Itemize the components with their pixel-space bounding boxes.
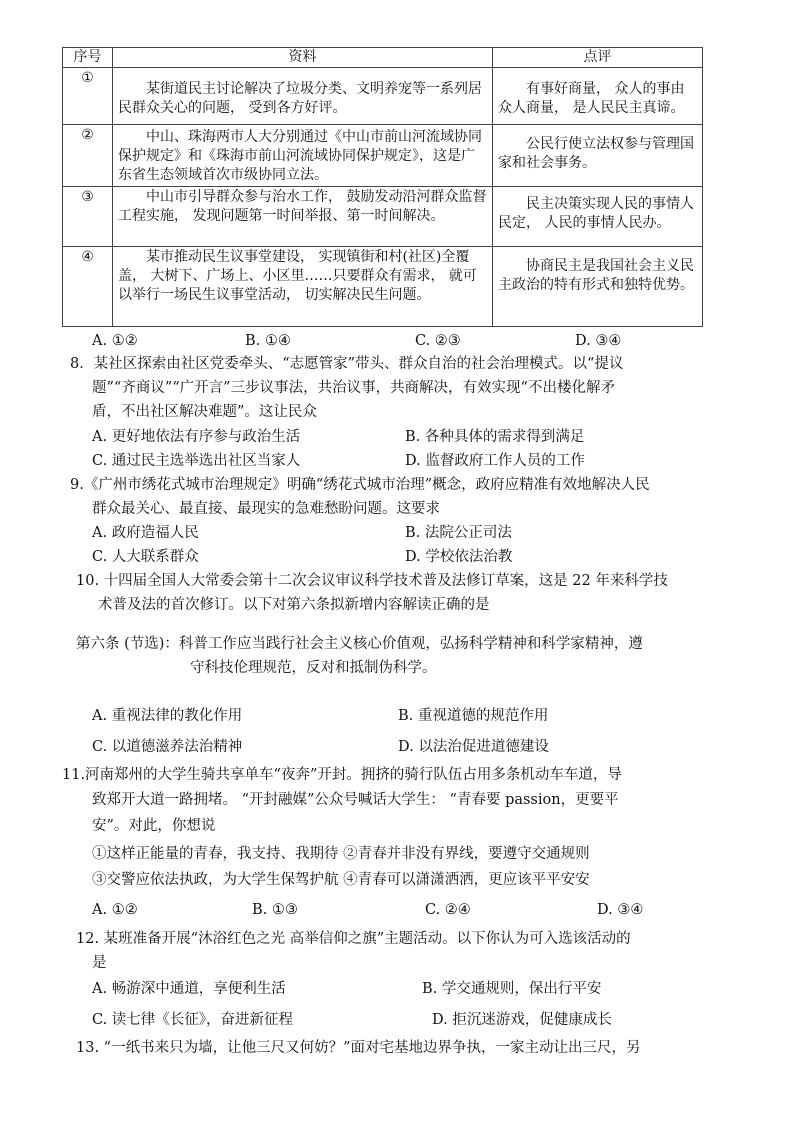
q11-option-c[interactable]: C. ②④ bbox=[425, 902, 471, 918]
q10-quote-line: 第六条 (节选)：科普工作应当践行社会主义核心价值观，弘扬科学精神和科学家精神，遵 bbox=[76, 636, 643, 652]
q11-stem-line: 11.河南郑州的大学生骑共享单车“夜奔”开封。拥挤的骑行队伍占用多条机动车车道，导 bbox=[62, 767, 622, 783]
q12-option-d[interactable]: D. 拒沉迷游戏，促健康成长 bbox=[432, 1012, 612, 1028]
q8-option-a[interactable]: A. 更好地依法有序参与政治生活 bbox=[92, 429, 301, 445]
row-comment: 有事好商量， 众人的事由众人商量， 是人民民主真谛。 bbox=[493, 68, 703, 125]
q11-option-b[interactable]: B. ①③ bbox=[252, 902, 298, 918]
header-index: 序号 bbox=[63, 48, 113, 68]
q9-option-a[interactable]: A. 政府造福人民 bbox=[92, 525, 199, 541]
q8-option-d[interactable]: D. 监督政府工作人员的工作 bbox=[405, 453, 585, 469]
q7-option-c[interactable]: C. ②③ bbox=[415, 333, 461, 349]
q13-stem-line: 13. “一纸书来只为墙，让他三尺又何妨？”面对宅基地边界争执，一家主动让出三尺，另 bbox=[76, 1040, 641, 1056]
table-row bbox=[63, 247, 703, 327]
row-number: ③ bbox=[63, 187, 113, 247]
q8-stem-line: 8．某社区探索由社区党委牵头、“志愿管家”带头、群众自治的社会治理模式。以“提议 bbox=[70, 356, 624, 372]
q12-option-a[interactable]: A. 畅游深中通道，享便利生活 bbox=[92, 981, 286, 997]
q11-stem-line: 致郑开大道一路拥堵。 “开封融媒”公众号喊话大学生： “青春要 passion，更要平 bbox=[92, 792, 619, 808]
row-number: ② bbox=[63, 125, 113, 187]
row-material: 中山、珠海两市人大分别通过《中山市前山河流域协同保护规定》和《珠海市前山河流域协同保护规定》，这是广东省生态领域首次市级协同立法。 bbox=[113, 125, 493, 187]
q10-option-a[interactable]: A. 重视法律的教化作用 bbox=[92, 708, 243, 724]
q9-stem-line: 群众最关心、最直接、最现实的急难愁盼问题。这要求 bbox=[92, 501, 440, 517]
q11-statement-line: ①这样正能量的青春，我支持、我期待 ②青春并非没有界线，要遵守交通规则 bbox=[92, 846, 590, 862]
q7-option-b[interactable]: B. ①④ bbox=[245, 333, 291, 349]
row-material: 中山市引导群众参与治水工作， 鼓励发动沿河群众监督工程实施， 发现问题第一时间举报、第一时间解决。 bbox=[113, 187, 493, 247]
q12-stem-line: 12. 某班准备开展“沐浴红色之光 高举信仰之旗”主题活动。以下你认为可入选该活动的 bbox=[76, 931, 631, 947]
table-header-row bbox=[63, 48, 703, 68]
header-comment: 点评 bbox=[493, 48, 703, 68]
q10-quote-line: 守科技伦理规范，反对和抵制伪科学。 bbox=[190, 660, 437, 676]
q9-option-c[interactable]: C. 人大联系群众 bbox=[92, 549, 199, 565]
comparison-table bbox=[62, 47, 703, 327]
q11-statement-line: ③交警应依法执政，为大学生保驾护航 ④青春可以潇潇洒洒，更应该平平安安 bbox=[92, 872, 590, 888]
q10-option-c[interactable]: C. 以道德滋养法治精神 bbox=[92, 739, 243, 755]
q11-option-a[interactable]: A. ①② bbox=[92, 902, 138, 918]
q9-option-d[interactable]: D. 学校依法治教 bbox=[405, 549, 513, 565]
row-number: ① bbox=[63, 68, 113, 125]
q12-stem-line: 是 bbox=[92, 955, 107, 971]
q10-stem-line: 10. 十四届全国人大常委会第十二次会议审议科学技术普及法修订草案，这是 22 年来科学技 bbox=[76, 573, 668, 589]
header-material: 资料 bbox=[113, 48, 493, 68]
q10-option-d[interactable]: D. 以法治促进道德建设 bbox=[398, 739, 549, 755]
q9-stem-line: 9.《广州市绣花式城市治理规定》明确“绣花式城市治理”概念，政府应精准有效地解决人民 bbox=[70, 477, 650, 493]
q8-option-b[interactable]: B. 各种具体的需求得到满足 bbox=[405, 429, 585, 445]
table-row bbox=[63, 187, 703, 247]
q8-stem-line: 题”“齐商议”“广开言”三步议事法，共治议事，共商解决，有效实现“不出楼化解矛 bbox=[92, 380, 615, 396]
q11-option-d[interactable]: D. ③④ bbox=[597, 902, 644, 918]
q7-option-a[interactable]: A. ①② bbox=[92, 333, 138, 349]
row-material: 某市推动民生议事堂建设， 实现镇街和村(社区)全覆盖， 大树下、广场上、小区里……只要群众有需求， 就可以举行一场民生议事堂活动， 切实解决民生问题。 bbox=[113, 247, 493, 327]
q11-stem-line: 安”。对此，你想说 bbox=[92, 818, 216, 834]
row-material: 某街道民主讨论解决了垃圾分类、文明养宠等一系列居民群众关心的问题， 受到各方好评。 bbox=[113, 68, 493, 125]
q12-option-b[interactable]: B. 学交通规则，保出行平安 bbox=[422, 981, 602, 997]
q12-option-c[interactable]: C. 读七律《长征》，奋进新征程 bbox=[92, 1012, 294, 1028]
row-comment: 协商民主是我国社会主义民主政治的特有形式和独特优势。 bbox=[493, 247, 703, 327]
q8-option-c[interactable]: C. 通过民主选举选出社区当家人 bbox=[92, 453, 301, 469]
q7-option-d[interactable]: D. ③④ bbox=[575, 333, 622, 349]
q9-option-b[interactable]: B. 法院公正司法 bbox=[405, 525, 512, 541]
table-row bbox=[63, 68, 703, 125]
q8-stem-line: 盾，不出社区解决难题”。这让民众 bbox=[92, 404, 317, 420]
row-comment: 公民行使立法权参与管理国家和社会事务。 bbox=[493, 125, 703, 187]
row-comment: 民主决策实现人民的事情人民定， 人民的事情人民办。 bbox=[493, 187, 703, 247]
row-number: ④ bbox=[63, 247, 113, 327]
q10-stem-line: 术普及法的首次修订。以下对第六条拟新增内容解读正确的是 bbox=[98, 597, 490, 613]
q10-option-b[interactable]: B. 重视道德的规范作用 bbox=[398, 708, 549, 724]
table-row bbox=[63, 125, 703, 187]
